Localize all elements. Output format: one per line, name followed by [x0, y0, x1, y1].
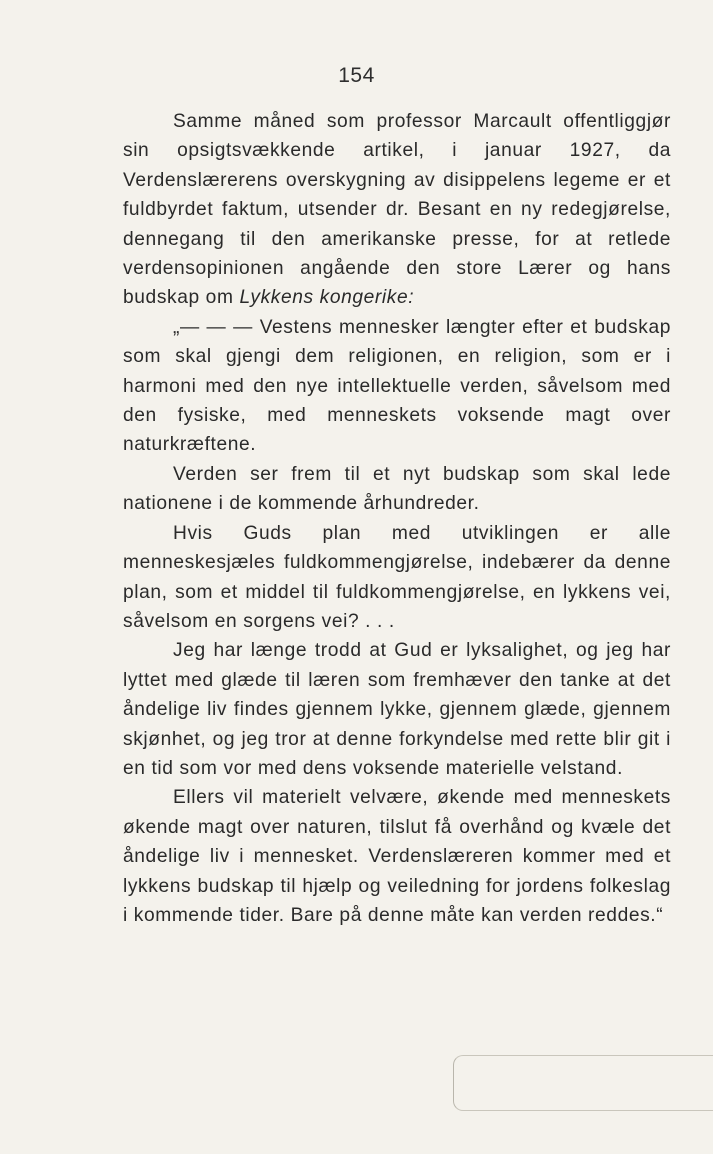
page-number: 154 [338, 64, 375, 87]
paragraph-2: „— — — Vestens mennesker længter efter et budskap som skal gjengi dem religionen, en religion, som er i harmoni med den nye intellektuelle verden, såvelsom med den fysiske, med menneskets voksende magt over naturkræftene. [123, 316, 671, 456]
paragraph-4: Hvis Guds plan med utviklingen er alle menneskesjæles fuldkommengjørelse, indebærer da denne plan, som et middel til fuldkommengjørelse, en lykkens vei, såvelsom en sorgens vei? . . . [123, 522, 671, 632]
library-stamp-frame [453, 1055, 713, 1111]
body-text [123, 107, 671, 930]
paragraph-6: Ellers vil materielt velvære, økende med menneskets økende magt over naturen, tilslut få overhånd og kvæle det åndelige liv i mennesket. Verdenslæreren kommer med et lykkens budskap til hjælp og veiledning for jordens folkeslag i kommende tider. Bare på denne måte kan verden reddes.“ [123, 787, 671, 926]
paragraph-3: Verden ser frem til et nyt budskap som skal lede nationene i de kommende århundreder. [123, 463, 671, 515]
paragraph-1 [123, 107, 671, 313]
paragraph-5: Jeg har længe trodd at Gud er lyksalighet, og jeg har lyttet med glæde til læren som fremhæver den tanke at det åndelige liv findes gjennem lykke, gjennem glæde, gjennem skjønhet, og jeg tror at denne forkyndelse med rette blir git i en tid som vor med dens voksende materielle velstand. [123, 640, 671, 779]
italic-phrase: Lykkens kongerike: [239, 287, 415, 309]
paragraph-1-text: Samme måned som professor Marcault offentliggjør sin opsigtsvækkende artikel, i januar 1927, da Verdenslærerens overskygning av disippelens legeme er et fuldbyrdet faktum, utsender dr. Besant en ny redegjørelse, dennegang til den amerikanske presse, for at retlede verdensopinionen angående den store Lærer og hans budskap om [123, 111, 671, 309]
